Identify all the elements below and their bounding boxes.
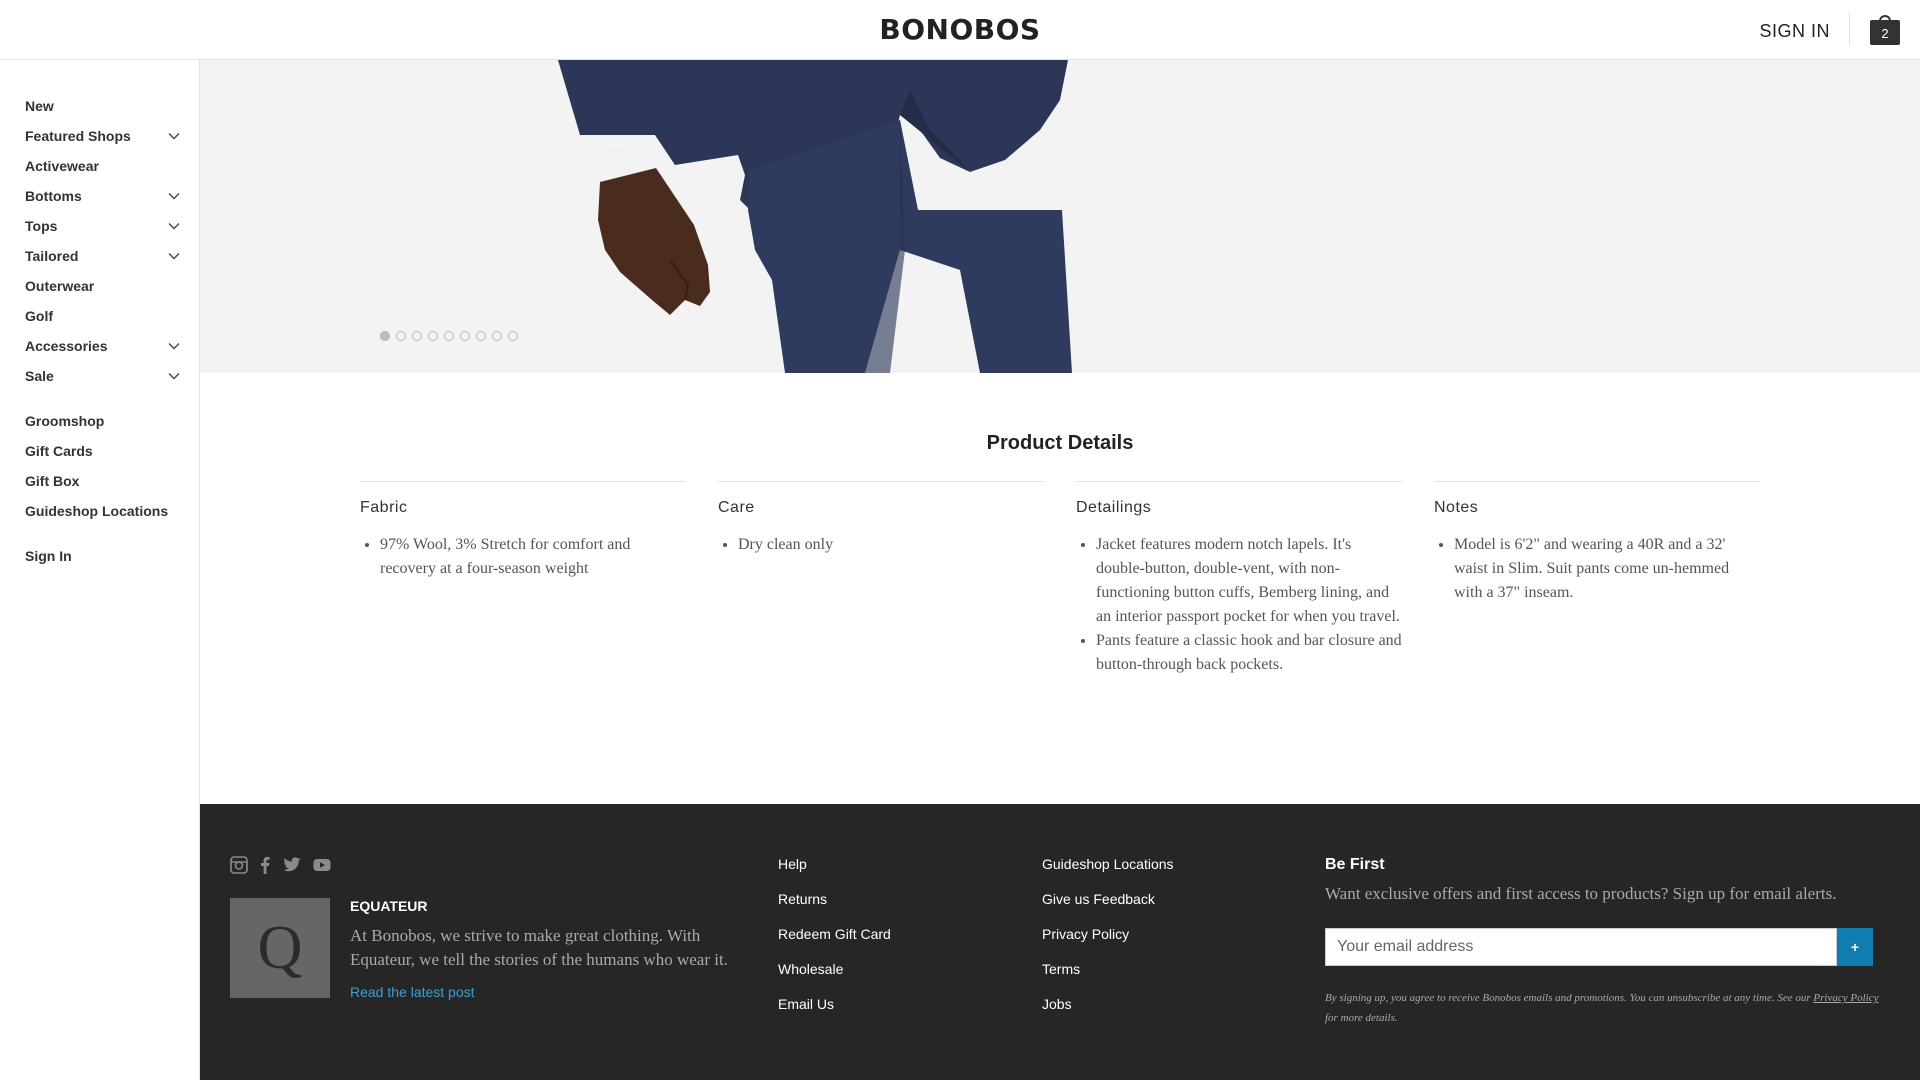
carousel-dot-active[interactable] xyxy=(380,331,390,341)
carousel-dots xyxy=(380,328,524,340)
social-links xyxy=(230,856,339,874)
sidebar-item-label: Gift Box xyxy=(25,473,80,489)
carousel-dot[interactable] xyxy=(444,331,454,341)
details-item: • Jacket features modern notch lapels. It's double-button, double-vent, with non-functioning button cuffs, Bemberg lining, and an interior passport pocket for when you travel. xyxy=(1096,533,1402,629)
footer-link-guideshop-locations[interactable]: Guideshop Locations xyxy=(1042,856,1174,872)
be-first-description: Want exclusive offers and first access to products? Sign up for email alerts. xyxy=(1325,884,1837,903)
details-heading: Fabric xyxy=(360,499,408,516)
chevron-down-icon xyxy=(168,191,180,201)
sidebar-item-golf[interactable] xyxy=(25,306,180,328)
carousel-dot[interactable] xyxy=(492,331,502,341)
details-item: • Model is 6'2" and wearing a 40R and a 32' waist in Slim. Suit pants come un-hemmed with a 37" inseam. xyxy=(1454,533,1760,605)
sidebar-item-outerwear[interactable] xyxy=(25,276,180,298)
signup-disclaimer xyxy=(1325,988,1885,1028)
sidebar-item-label: Groomshop xyxy=(25,413,105,429)
sidebar-item-label: Tops xyxy=(25,218,58,234)
sidebar-item-new[interactable] xyxy=(25,96,180,118)
equateur-title: EQUATEUR xyxy=(350,898,428,914)
sidebar-item-activewear[interactable] xyxy=(25,156,180,178)
footer-link-jobs[interactable]: Jobs xyxy=(1042,996,1072,1012)
site-footer xyxy=(200,804,1920,1080)
sidebar-item-label: Accessories xyxy=(25,338,108,354)
facebook-icon[interactable] xyxy=(260,856,270,879)
sidebar-nav xyxy=(0,60,200,1080)
footer-link-give-feedback[interactable]: Give us Feedback xyxy=(1042,891,1155,907)
sidebar-item-label: Guideshop Locations xyxy=(25,503,169,519)
sidebar-item-label: Sale xyxy=(25,368,54,384)
cart-count: 2 xyxy=(1881,26,1889,41)
sidebar-item-label: Featured Shops xyxy=(25,128,131,144)
product-hero-carousel[interactable] xyxy=(200,60,1920,373)
details-item: • 97% Wool, 3% Stretch for comfort and recovery at a four-season weight xyxy=(380,533,686,581)
footer-link-returns[interactable]: Returns xyxy=(778,891,828,907)
carousel-dot[interactable] xyxy=(476,331,486,341)
sidebar-item-guideshop-locations[interactable] xyxy=(25,501,180,523)
disclaimer-text: By signing up, you agree to receive Bonobos emails and promotions. You can unsubscribe at any time. See our xyxy=(1325,992,1814,1004)
sidebar-item-gift-box[interactable] xyxy=(25,471,180,493)
chevron-down-icon xyxy=(168,131,180,141)
sidebar-item-tops[interactable] xyxy=(25,216,180,238)
sidebar-item-sale[interactable] xyxy=(25,366,180,388)
chevron-down-icon xyxy=(168,251,180,261)
carousel-dot[interactable] xyxy=(460,331,470,341)
details-heading: Detailings xyxy=(1076,499,1152,516)
details-column-fabric xyxy=(360,481,686,581)
carousel-dot[interactable] xyxy=(396,331,406,341)
be-first-title: Be First xyxy=(1325,856,1385,873)
footer-link-redeem-gift-card[interactable]: Redeem Gift Card xyxy=(778,926,891,942)
site-header xyxy=(0,0,1920,60)
details-column-detailings xyxy=(1076,481,1402,677)
details-column-notes xyxy=(1434,481,1760,605)
chevron-down-icon xyxy=(168,371,180,381)
details-list xyxy=(1434,533,1760,605)
sidebar-item-gift-cards[interactable] xyxy=(25,441,180,463)
chevron-down-icon xyxy=(168,221,180,231)
footer-link-email-us[interactable]: Email Us xyxy=(778,996,835,1012)
sidebar-item-label: Activewear xyxy=(25,158,99,174)
sidebar-item-label: New xyxy=(25,98,54,114)
sidebar-item-label: Outerwear xyxy=(25,278,95,294)
sidebar-item-label: Golf xyxy=(25,308,53,324)
details-heading: Care xyxy=(718,499,755,516)
product-image xyxy=(200,60,1920,373)
sidebar-item-accessories[interactable] xyxy=(25,336,180,358)
sidebar-item-sign-in[interactable] xyxy=(25,546,180,568)
sidebar-item-label: Bottoms xyxy=(25,188,82,204)
sidebar-item-featured-shops[interactable] xyxy=(25,126,180,148)
read-latest-post-link[interactable]: Read the latest post xyxy=(350,984,475,1000)
sidebar-item-label: Gift Cards xyxy=(25,443,93,459)
email-submit-button[interactable]: + xyxy=(1837,928,1873,966)
header-divider xyxy=(1849,12,1850,46)
carousel-dot[interactable] xyxy=(508,331,518,341)
equateur-description: At Bonobos, we strive to make great clothing. With Equateur, we tell the stories of the humans who wear it. xyxy=(350,926,728,969)
details-heading: Notes xyxy=(1434,499,1479,516)
footer-link-terms[interactable]: Terms xyxy=(1042,961,1081,977)
bag-icon xyxy=(1870,20,1900,45)
details-list xyxy=(718,533,1044,557)
details-item: • Dry clean only xyxy=(738,533,1044,557)
logo[interactable]: BONOBOS xyxy=(879,13,1041,46)
sidebar-item-groomshop[interactable] xyxy=(25,411,180,433)
instagram-icon[interactable] xyxy=(230,856,248,879)
sidebar-item-label: Sign In xyxy=(25,548,72,564)
email-field[interactable] xyxy=(1325,928,1837,966)
sidebar-item-tailored[interactable] xyxy=(25,246,180,268)
details-list xyxy=(1076,533,1402,677)
footer-link-wholesale[interactable]: Wholesale xyxy=(778,961,844,977)
sidebar-item-bottoms[interactable] xyxy=(25,186,180,208)
carousel-dot[interactable] xyxy=(428,331,438,341)
chevron-down-icon xyxy=(168,341,180,351)
footer-link-privacy-policy[interactable]: Privacy Policy xyxy=(1042,926,1130,942)
privacy-policy-link[interactable]: Privacy Policy xyxy=(1813,992,1879,1004)
details-item: • Pants feature a classic hook and bar closure and button-through back pockets. xyxy=(1096,629,1402,677)
youtube-icon[interactable] xyxy=(313,858,331,877)
details-column-care xyxy=(718,481,1044,557)
sign-in-link[interactable]: SIGN IN xyxy=(1759,21,1830,41)
disclaimer-text-end: for more details. xyxy=(1325,1012,1398,1024)
footer-link-help[interactable]: Help xyxy=(778,856,807,872)
sidebar-item-label: Tailored xyxy=(25,248,79,264)
cart-button[interactable] xyxy=(1870,15,1900,45)
details-list xyxy=(360,533,686,581)
carousel-dot[interactable] xyxy=(412,331,422,341)
product-details-title: Product Details xyxy=(986,432,1134,454)
twitter-icon[interactable] xyxy=(283,857,301,878)
equateur-logo: Q xyxy=(230,898,330,998)
